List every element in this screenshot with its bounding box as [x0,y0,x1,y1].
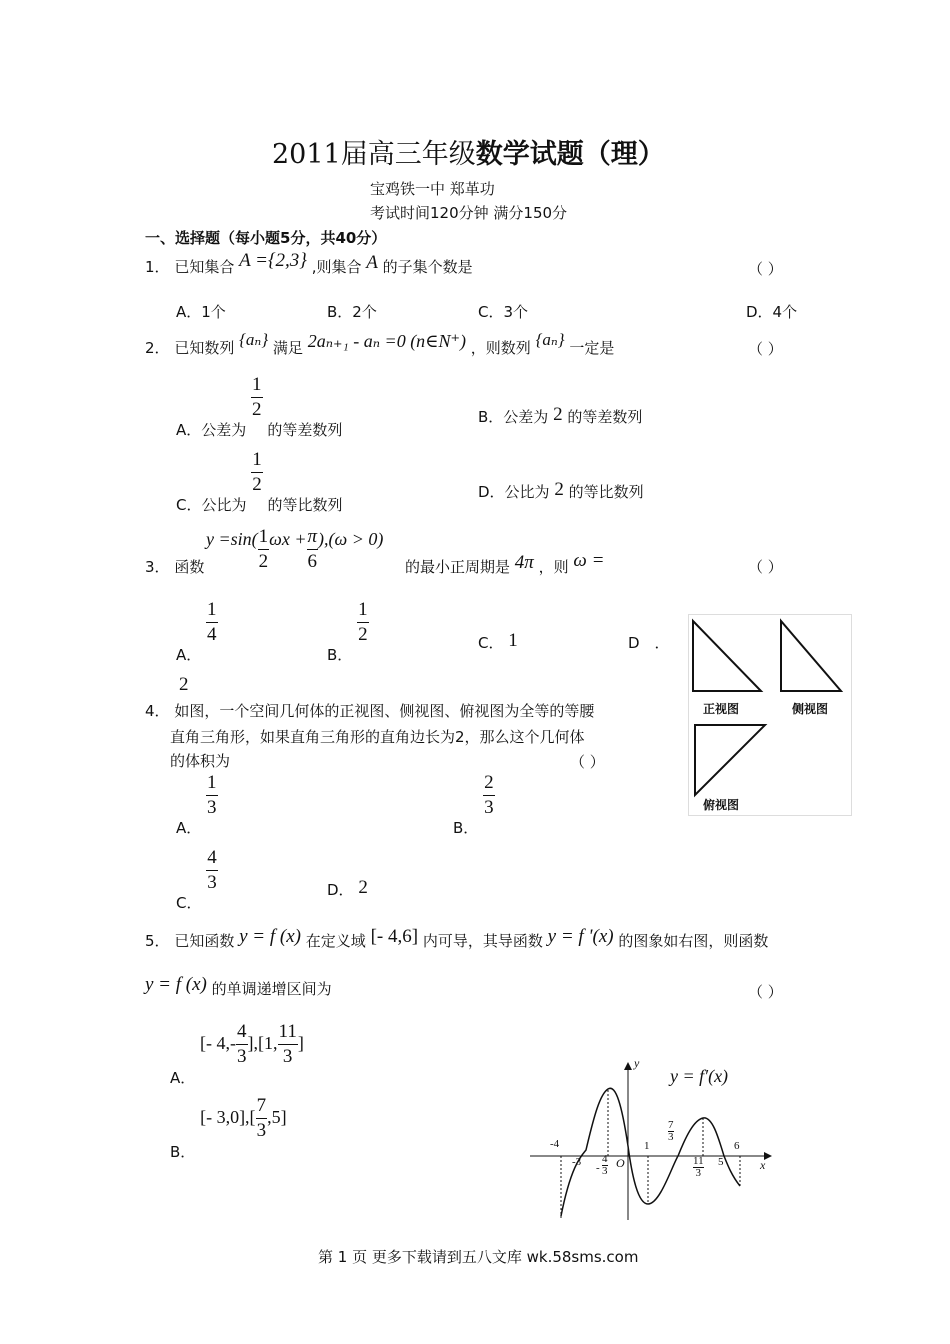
q1-option-d: D．4个 [746,303,798,321]
q3-opt-a-fraction [206,600,218,645]
q4-option-b [453,772,495,837]
q5-text-post: 的图象如右图，则函数 [618,932,769,950]
tick-minus3: -3 [572,1156,582,1168]
q2-math-seq2: {aₙ} [535,330,565,349]
q2-answer-paren: （ ） [748,340,783,358]
page-footer: 第 1 页 更多下载请到五八文库 wk.58sms.com [318,1248,639,1266]
q3-opt-d-value: 2 [179,674,189,695]
q1-option-b: B．2个 [327,303,377,321]
q5-opt-a-part-a: [- 4,- [200,1033,237,1053]
q2-opt-a-num: 1 [251,375,263,398]
tick-73-num: 7 [668,1119,674,1131]
q5-option-a [170,1021,304,1087]
q2-opt-b-post: 的等差数列 [567,408,643,426]
q2-opt-c-fraction [251,450,263,495]
q5-opt-b-label: B． [170,1143,196,1161]
q5-opt-b-frac-den: 3 [256,1120,267,1141]
q4-opt-b-fraction [483,773,495,818]
q5-opt-a-part-c: ] [297,1033,304,1053]
q5-text-pre: 已知函数 [174,932,235,950]
y-axis-label: y [634,1056,640,1070]
q3-opt-c-label: C． [478,634,504,652]
q4-opt-a-num: 1 [206,773,218,796]
q3-lead [145,556,204,577]
q2-text-mid2: ，则数列 [470,339,531,357]
graph-function-label: y = f′(x) [670,1066,729,1086]
y-axis-arrow [624,1062,632,1070]
q5-opt-a-frac2-den: 3 [282,1046,293,1067]
q3-opt-a-label: A． [176,646,202,664]
top-view-label: 俯视图 [703,798,740,812]
q5-opt-b-part-b: ,5] [267,1107,287,1127]
q3-func-part-b: ωx + [269,528,307,549]
q2-opt-a-fraction [251,375,263,420]
q3-func-part-a: y =sin( [206,528,258,549]
q4-opt-a-den: 3 [207,797,217,818]
q1-option-a: A．1个 [176,303,226,321]
q3-opt-a-den: 4 [207,624,217,645]
q3-opt-b-fraction [357,600,369,645]
q2-opt-c-num: 1 [251,450,263,473]
q3-func-part-c: ),(ω > 0) [318,528,384,549]
title-plain: 2011届高三年级 [272,139,476,170]
q2-text-post: 一定是 [569,339,615,357]
q4-option-d [327,879,368,901]
q3-func-frac2 [307,527,319,572]
q5-opt-a-frac2-num: 11 [278,1022,298,1045]
x-axis-label: x [760,1158,766,1172]
q3-opt-b-den: 2 [358,624,368,645]
question-5-line2 [145,974,332,1000]
q5-opt-b-part-a: [- 3,0],[ [200,1107,256,1127]
tick-5: 5 [718,1156,724,1168]
q4-option-a [176,772,218,837]
q3-omega: ω = [573,550,605,571]
tick-113-num: 11 [693,1155,704,1167]
q2-option-d [478,481,644,503]
tick-6: 6 [734,1140,740,1152]
q2-opt-a-den: 2 [252,399,262,420]
q3-text-post: ，则 [538,558,569,576]
q1-text-pre: 已知集合 [174,258,235,276]
derivative-curve [561,1088,740,1216]
q2-opt-c-pre: C．公比为 [176,496,247,514]
q3-func-frac2-num: π [307,527,319,550]
q2-option-c [176,449,343,514]
three-view-figure [688,614,852,816]
section-title: 一、选择题（每小题5分，共40分） [145,229,387,247]
q4-opt-b-den: 3 [484,797,494,818]
front-view-triangle [693,621,761,691]
q1-number: 1． [145,258,170,276]
question-4-line1 [145,700,594,721]
q3-func-frac2-den: 6 [307,551,318,572]
q2-opt-b-value: 2 [553,404,563,425]
q3-answer-paren: （ ） [748,558,783,576]
q2-math-recurrence: 2aₙ₊₁ - aₙ =0 (n∈N⁺) [307,331,467,351]
q3-option-d: D ． [628,634,670,652]
q3-text-mid: 的最小正周期是 [405,558,511,576]
q2-opt-d-pre: D．公比为 [478,483,550,501]
q4-opt-d-label: D． [327,881,354,899]
q2-opt-b-pre: B．公差为 [478,408,549,426]
page-title [272,132,665,171]
q3-option-a [176,599,218,664]
q5-opt-a-part-b: ],[1, [247,1033,278,1053]
q3-opt-b-num: 1 [357,600,369,623]
q3-opt-a-num: 1 [206,600,218,623]
q5-math-f2: y = f (x) [145,974,207,995]
q2-opt-c-post: 的等比数列 [267,496,343,514]
exam-info: 考试时间120分钟 满分150分 [370,204,568,222]
front-view-label: 正视图 [703,702,740,716]
q5-opt-a-frac2 [278,1022,298,1067]
side-view-label: 侧视图 [792,702,829,716]
q5-opt-a-frac1-den: 3 [237,1046,247,1067]
q5-answer-paren: （ ） [748,983,783,1001]
q2-opt-a-pre: A．公差为 [176,421,247,439]
q4-opt-c-label: C． [176,894,202,912]
q2-opt-d-value: 2 [554,479,564,500]
q1-text-post: 的子集个数是 [382,258,473,276]
q3-option-b [327,599,369,664]
tick-1: 1 [644,1140,650,1152]
tick-113-den: 3 [695,1167,702,1179]
tick-73-den: 3 [668,1131,674,1143]
author-line: 宝鸡铁一中 郑革功 [370,180,495,198]
q4-opt-c-num: 4 [206,848,218,871]
q3-option-c [478,632,518,654]
q1-math-a: A [366,252,378,273]
q5-text-line2: 的单调递增区间为 [211,980,332,998]
q3-number: 3． [145,558,170,576]
q5-opt-a-frac1 [236,1022,248,1067]
q2-number: 2． [145,339,170,357]
q3-text-pre: 函数 [174,558,205,576]
q4-text-line1: 如图，一个空间几何体的正视图、侧视图、俯视图为全等的等腰 [174,702,595,720]
question-5-line1 [145,926,769,952]
q1-text-mid: ,则集合 [311,258,362,276]
q5-opt-a-frac1-num: 4 [236,1022,248,1045]
q3-function [206,527,383,572]
tick-minus43-den: 3 [602,1165,608,1177]
tick-113 [693,1156,704,1179]
tick-minus43-num: 4 [602,1153,608,1165]
q5-math-f: y = f (x) [239,926,301,947]
q2-opt-d-post: 的等比数列 [568,483,644,501]
top-view-triangle [695,725,765,795]
q2-text-pre: 已知数列 [174,339,235,357]
tick-minus4: -4 [550,1138,560,1150]
q4-opt-b-num: 2 [483,773,495,796]
q3-period: 4π [514,552,534,573]
q4-number: 4． [145,702,170,720]
derivative-graph [526,1056,776,1224]
title-bold: 数学试题（理） [475,139,665,170]
q3-func-frac1 [258,527,270,572]
q5-math-fprime: y = f '(x) [547,926,614,947]
q2-math-seq: {aₙ} [239,330,269,349]
side-view-triangle [781,621,841,691]
q3-opt-b-label: B． [327,646,353,664]
tick-minus43 [602,1154,608,1177]
tick-73 [668,1120,674,1143]
q3-func-frac1-den: 2 [258,551,269,572]
q4-opt-a-fraction [206,773,218,818]
question-4-line3: 的体积为 [170,752,231,770]
q2-option-a [176,374,343,439]
q5-text-mid1: 在定义域 [305,932,366,950]
q1-option-c: C．3个 [478,303,529,321]
q4-opt-b-label: B． [453,819,479,837]
q2-opt-c-den: 2 [252,474,262,495]
q5-text-mid2: 内可导，其导函数 [422,932,543,950]
q5-math-domain: [- 4,6] [370,926,419,947]
q4-answer-paren: （ ） [570,753,605,771]
q4-opt-c-fraction [206,848,218,893]
origin-label: O [616,1156,625,1170]
question-2 [145,330,615,358]
q5-option-b [170,1095,287,1161]
question-1 [145,250,473,278]
q4-option-c [176,847,218,912]
q3-opt-c-value: 1 [508,630,518,651]
q4-opt-d-value: 2 [358,877,368,898]
question-4-line2: 直角三角形，如果直角三角形的直角边长为2，那么这个几何体 [170,728,585,746]
q2-text-mid1: 满足 [272,339,303,357]
q5-opt-b-frac-num: 7 [256,1096,268,1119]
q3-tail [405,550,605,578]
q5-number: 5． [145,932,170,950]
q5-opt-b-frac [256,1096,268,1141]
q4-opt-c-den: 3 [207,872,217,893]
q1-answer-paren: （ ） [748,260,783,278]
q1-math-set: A ={2,3} [239,250,307,271]
q3-func-frac1-num: 1 [258,527,270,550]
q5-opt-a-label: A． [170,1069,196,1087]
q2-option-b [478,406,642,428]
tick-minus43-sign: - [596,1162,600,1174]
q2-opt-a-post: 的等差数列 [267,421,343,439]
q4-opt-a-label: A． [176,819,202,837]
